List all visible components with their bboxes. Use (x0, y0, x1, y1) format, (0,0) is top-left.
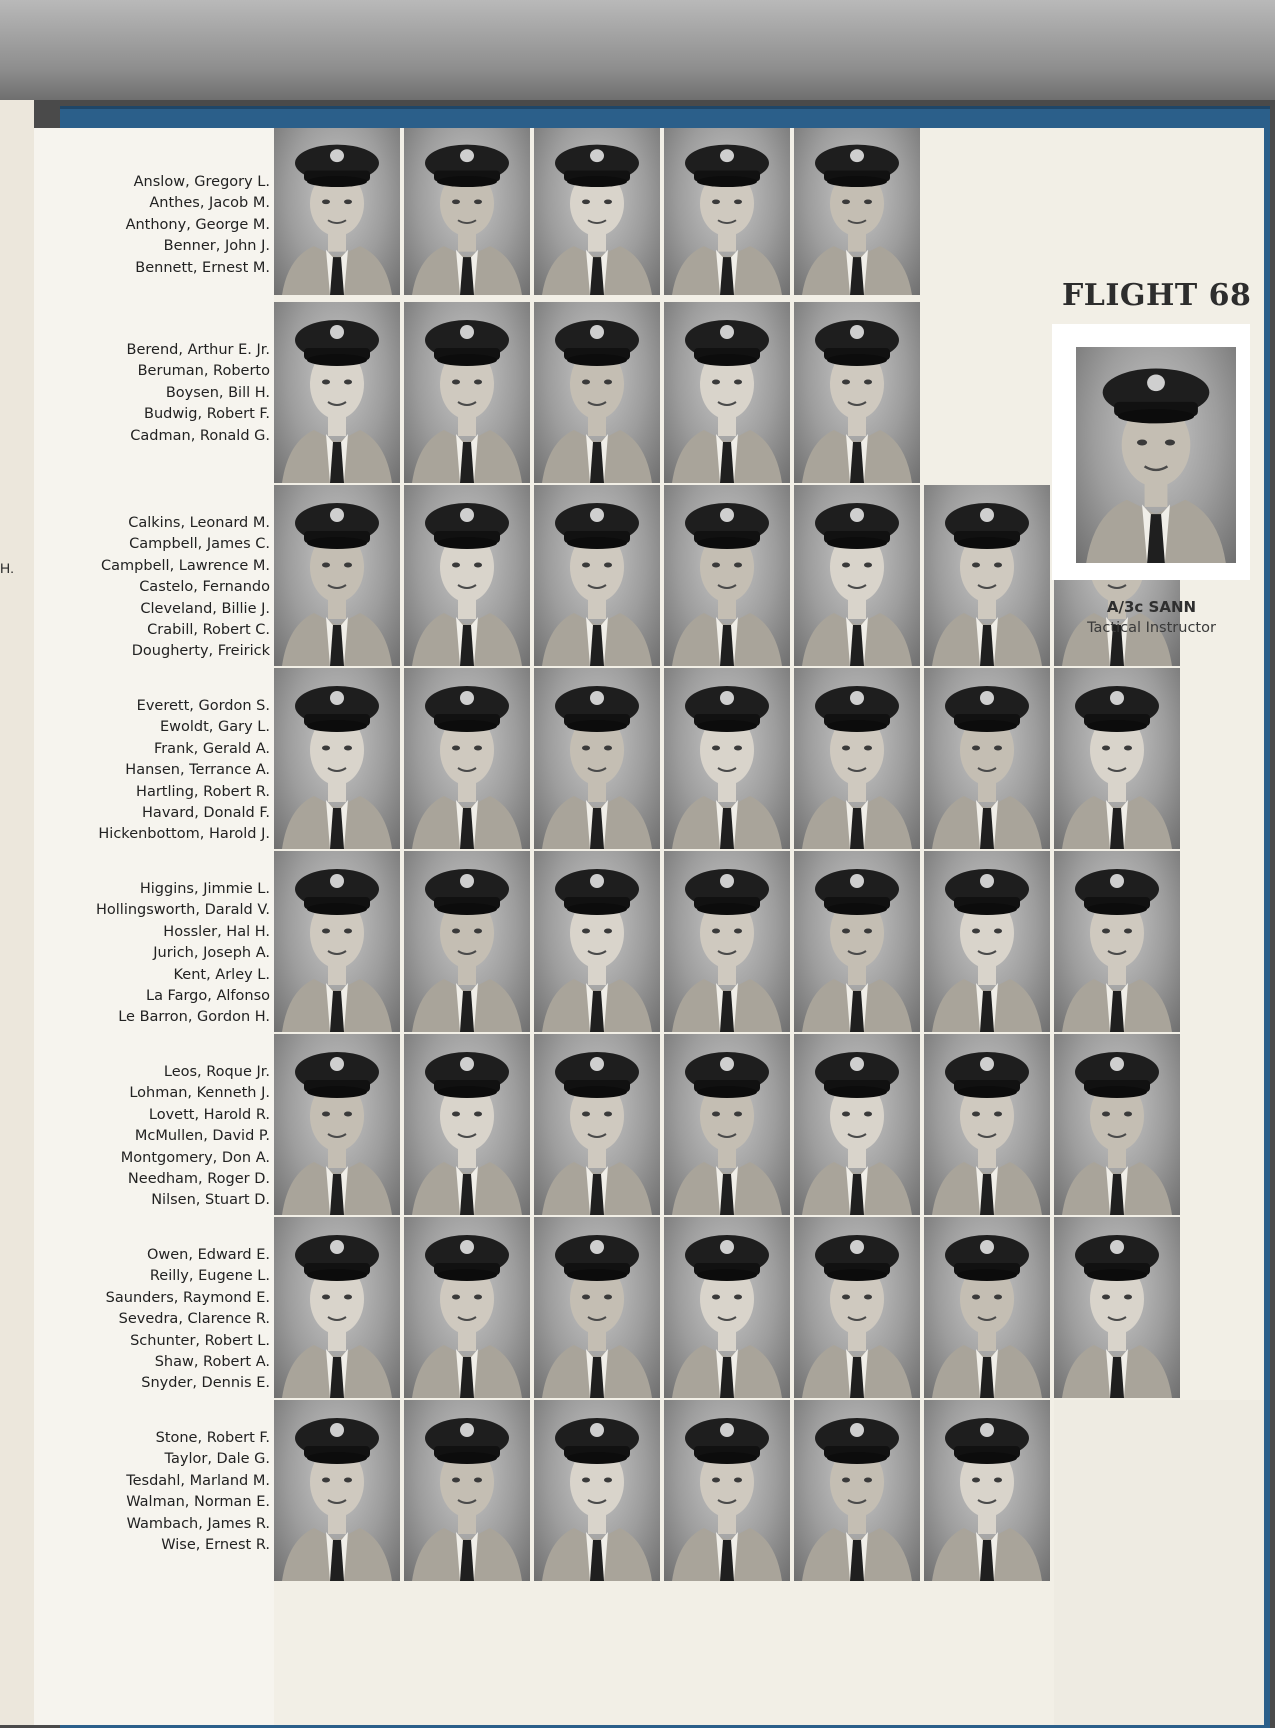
cadet-name: Beruman, Roberto (137, 363, 270, 380)
cadet-portrait (534, 851, 660, 1032)
empty-photo-slot (1054, 1400, 1264, 1725)
cadet-name: Lohman, Kenneth J. (129, 1085, 270, 1102)
cadet-portrait (664, 1034, 790, 1215)
instructor-title: Tactical Instructor (1087, 620, 1216, 636)
cadet-name: Boysen, Bill H. (165, 384, 270, 401)
cadet-name: Needham, Roger D. (127, 1171, 270, 1188)
cadet-name: Calkins, Leonard M. (128, 515, 270, 531)
instructor-name: A/3c SANN (1106, 598, 1197, 616)
cadet-name: Frank, Gerald A. (153, 740, 270, 757)
cadet-portrait (274, 668, 400, 849)
cadet-portrait (404, 302, 530, 483)
cadet-portrait (534, 302, 660, 483)
cadet-portrait (664, 668, 790, 849)
cadet-portrait (404, 1034, 530, 1215)
cadet-name: Sevedra, Clarence R. (118, 1311, 270, 1328)
cadet-portrait (404, 851, 530, 1032)
cadet-portrait (274, 851, 400, 1032)
cadet-name: Hansen, Terrance A. (125, 762, 270, 779)
cadet-portrait (664, 128, 790, 295)
cadet-portrait (274, 1217, 400, 1398)
cadet-portrait (1054, 851, 1180, 1032)
cadet-portrait (794, 1217, 920, 1398)
cadet-name: Campbell, James C. (129, 536, 270, 553)
cadet-name: Havard, Donald F. (142, 805, 270, 822)
names-column (34, 128, 274, 1725)
cadet-portrait (794, 1400, 920, 1581)
cadet-name: Anslow, Gregory L. (133, 174, 270, 190)
cadet-name: Shaw, Robert A. (154, 1354, 270, 1371)
cadet-portrait (404, 668, 530, 849)
cadet-name: Wambach, James R. (126, 1515, 270, 1532)
cadet-portrait (924, 1400, 1050, 1581)
cadet-portrait (404, 128, 530, 295)
cadet-portrait (794, 668, 920, 849)
cadet-name: Dougherty, Freirick (131, 643, 270, 660)
cadet-name: Leos, Roque Jr. (163, 1064, 270, 1080)
cadet-name: Walman, Norman E. (126, 1494, 270, 1511)
cadet-name: Bennett, Ernest M. (135, 259, 270, 276)
cadet-name: Montgomery, Don A. (120, 1149, 270, 1166)
cadet-portrait (534, 485, 660, 666)
cadet-portrait (404, 1217, 530, 1398)
name-group (127, 340, 270, 447)
cadet-portrait (794, 485, 920, 666)
cadet-name: Anthony, George M. (125, 216, 270, 233)
cadet-portrait (924, 1034, 1050, 1215)
cadet-name: Jurich, Joseph A. (153, 945, 270, 962)
cadet-portrait (794, 1034, 920, 1215)
cadet-portrait (534, 668, 660, 849)
cadet-portrait (664, 1217, 790, 1398)
cadet-portrait (924, 1217, 1050, 1398)
cadet-portrait (1054, 1217, 1180, 1398)
cadet-portrait (404, 1400, 530, 1581)
cadet-portrait (664, 851, 790, 1032)
cadet-portrait (664, 302, 790, 483)
cadet-name: Taylor, Dale G. (164, 1451, 270, 1468)
cadet-name: Hossler, Hal H. (163, 923, 270, 940)
cadet-portrait (404, 485, 530, 666)
cadet-name: Cadman, Ronald G. (130, 427, 270, 444)
cadet-name: Higgins, Jimmie L. (139, 881, 270, 897)
name-group (101, 513, 270, 663)
cadet-name: Campbell, Lawrence M. (101, 557, 270, 574)
cadet-name: Hollingsworth, Darald V. (96, 902, 270, 919)
cadet-portrait (1054, 1034, 1180, 1215)
cadet-portrait (534, 1034, 660, 1215)
cadet-name: Stone, Robert F. (155, 1430, 270, 1446)
cadet-name: La Fargo, Alfonso (145, 988, 270, 1005)
cadet-name: Wise, Ernest R. (161, 1537, 270, 1554)
cadet-portrait (274, 1034, 400, 1215)
name-group (126, 172, 270, 279)
cadet-name: Le Barron, Gordon H. (118, 1009, 270, 1026)
cadet-name: Saunders, Raymond E. (105, 1289, 270, 1306)
cadet-portrait (534, 128, 660, 295)
cadet-name: Tesdahl, Marland M. (126, 1472, 270, 1489)
cadet-portrait (274, 1400, 400, 1581)
name-group (121, 1062, 270, 1212)
cadet-name: Ewoldt, Gary L. (160, 719, 270, 736)
cadet-name: Hartling, Robert R. (136, 783, 270, 800)
cadet-name: Budwig, Robert F. (144, 406, 270, 423)
cadet-portrait (924, 485, 1050, 666)
cadet-name: Crabill, Robert C. (147, 622, 270, 639)
cadet-name: Kent, Arley L. (173, 966, 270, 983)
cadet-name: Cleveland, Billie J. (140, 600, 270, 617)
cadet-name: Snyder, Dennis E. (141, 1375, 270, 1392)
page-title: FLIGHT 68 (1062, 278, 1252, 313)
cadet-name: Berend, Arthur E. Jr. (126, 342, 270, 358)
cadet-name: Anthes, Jacob M. (149, 195, 270, 212)
cadet-portrait (274, 485, 400, 666)
cadet-portrait (664, 485, 790, 666)
instructor-portrait (1076, 347, 1236, 563)
cadet-name: Nilsen, Stuart D. (151, 1192, 270, 1209)
scanner-edge (0, 0, 1275, 100)
cadet-name: Owen, Edward E. (146, 1247, 270, 1263)
cadet-name: Everett, Gordon S. (136, 698, 270, 714)
cadet-portrait (534, 1217, 660, 1398)
instructor-photo-frame (1052, 324, 1250, 580)
cadet-portrait (794, 851, 920, 1032)
cadet-name: Hickenbottom, Harold J. (98, 826, 270, 843)
name-group (126, 1428, 270, 1556)
cadet-portrait (664, 1400, 790, 1581)
cadet-portrait (924, 851, 1050, 1032)
cadet-name: Reilly, Eugene L. (149, 1268, 270, 1285)
yearbook-page (34, 128, 1264, 1725)
name-group (98, 696, 270, 846)
cadet-name: Benner, John J. (163, 238, 270, 255)
cadet-portrait (794, 302, 920, 483)
facing-page-text-fragment: H. (0, 560, 14, 576)
name-group (106, 1245, 270, 1395)
cadet-name: McMullen, David P. (134, 1128, 270, 1145)
cadet-portrait (924, 668, 1050, 849)
cadet-portrait (274, 128, 400, 295)
cadet-name: Schunter, Robert L. (130, 1332, 270, 1349)
cadet-portrait (1054, 668, 1180, 849)
name-group (96, 879, 270, 1029)
cadet-name: Castelo, Fernando (139, 579, 270, 596)
cadet-portrait (534, 1400, 660, 1581)
facing-page-edge (0, 100, 34, 1725)
cadet-name: Lovett, Harold R. (148, 1106, 270, 1123)
cadet-portrait (794, 128, 920, 295)
cadet-portrait (274, 302, 400, 483)
